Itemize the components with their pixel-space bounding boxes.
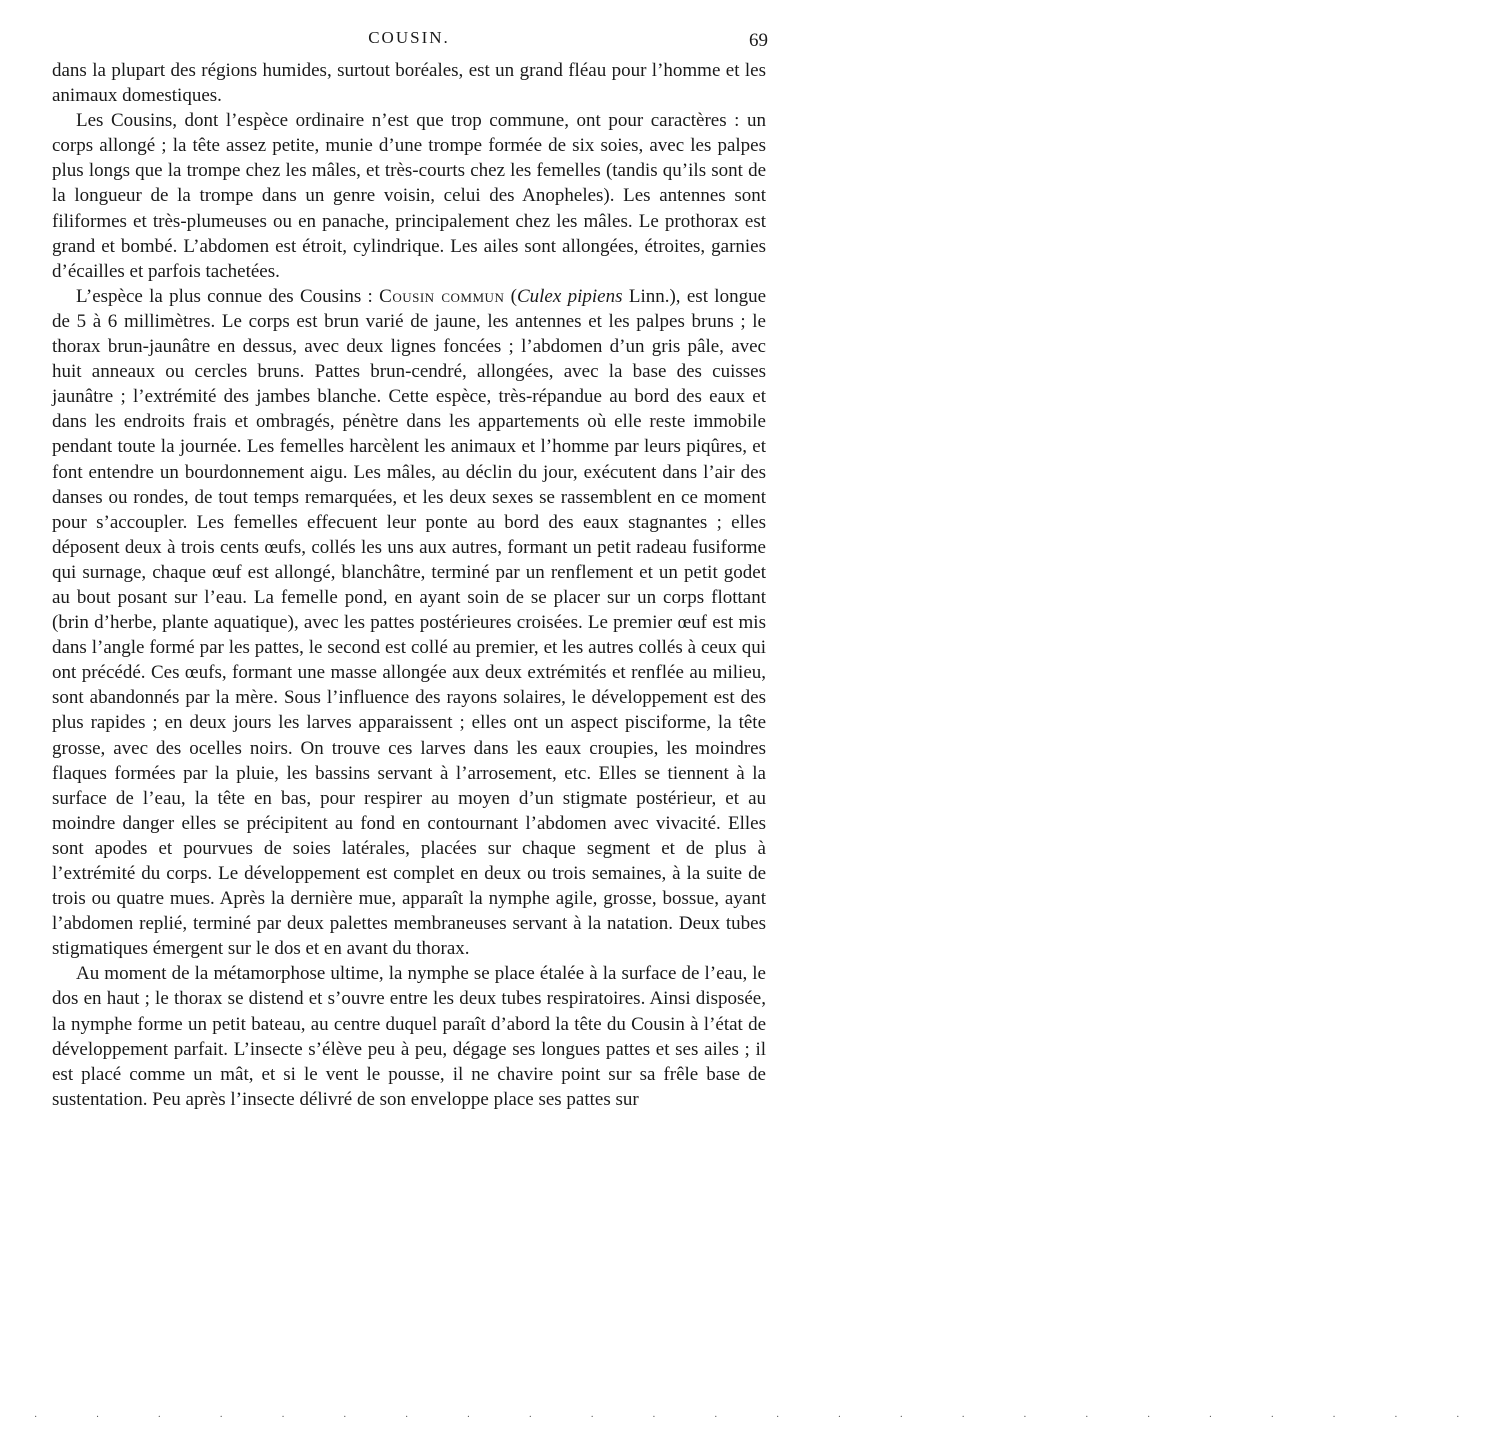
paragraph-continuation: dans la plupart des régions humides, surtout boréales, est un grand fléau pour l’homme et les animaux domestiques. [52,60,766,107]
species-name: Cousin commun [379,285,505,307]
paragraph-cousin-commun: L’espèce la plus connue des Cousins : Cousin commun (Culex pipiens Linn.), est longue de 5 à 6 millimètres. Le corps est brun varié de jaune, les antennes et les palpes bruns ; le thorax brun-jaunâtre en dessus, avec deux lignes foncées ; l’abdomen d’un gris pâle, avec huit anneaux ou cercles bruns. Pattes brun-cendré, allongées, avec la base des cuisses jaunâtre ; l’extrémité des jambes blanche. Cette espèce, très-répandue au bord des eaux et dans les endroits frais et ombragés, pénètre dans les appartements où elle reste immobile pendant toute la journée. Les femelles harcèlent les animaux et l’homme par leurs piqûres, et font entendre un bourdonnement aigu. Les mâles, au déclin du jour, exécutent dans l’air des danses ou rondes, de tout temps remarquées, et les deux sexes se rassemblent en ce moment pour s’accoupler. Les femelles effecuent leur ponte au bord des eaux stagnantes ; elles déposent deux à trois cents œufs, collés les uns aux autres, formant un petit radeau fusiforme qui surnage, chaque œuf est allongé, blanchâtre, terminé par un renflement et un petit godet au bout posant sur l’eau. La femelle pond, en ayant soin de se placer sur un corps flottant (brin d’herbe, plante aquatique), avec les pattes postérieures croisées. Le premier œuf est mis dans l’angle formé par les pattes, le second est collé au premier, et les autres collés à ceux qui ont précédé. Ces œufs, formant une masse allongée aux deux extrémités et renflée au milieu, sont abandonnés par la mère. Sous l’influence des rayons solaires, le développement est des plus rapides ; en deux jours les larves apparaissent ; elles ont un aspect pisciforme, la tête grosse, avec des ocelles noirs. On trouve ces larves dans les eaux croupies, les moindres flaques formées par la pluie, les bassins servant à l’arrosement, etc. Elles se tiennent à la surface de l’eau, la tête en bas, pour respirer au moyen d’un stigmate postérieur, et au moindre danger elles se précipitent au fond en contournant l’abdomen avec vivacité. Elles sont apodes et pourvues de soies latérales, placées sur chaque segment et de plus à l’extrémité du corps. Le développement est complet en deux ou trois semaines, à la suite de trois ou quatre mues. Après la dernière mue, apparaît la nymphe agile, grosse, bossue, ayant l’abdomen replié, terminé par deux palettes membraneuses servant à la natation. Deux tubes stigmatiques émergent sur le dos et en avant du thorax. [52,285,767,960]
body-text [52,58,766,1112]
running-title: COUSIN. [368,28,450,47]
page-header [52,28,766,58]
paragraph-metamorphosis: Au moment de la métamorphose ultime, la nymphe se place étalée à la surface de l’eau, le dos en haut ; le thorax se distend et s’ouvre entre les deux tubes respiratoires. Ainsi disposée, la nymphe forme un petit bateau, au centre duquel paraît d’abord la tête du Cousin à l’état de développement parfait. L’insecte s’élève peu à peu, dégage ses longues pattes et ses ailes ; il est placé comme un mât, et si le vent le pousse, il ne chavire point sur sa frêle base de sustentation. Peu après l’insecte délivré de son enveloppe place ses pattes sur [52,963,766,1110]
page-number: 69 [749,30,768,51]
paragraph-body: Linn.), est longue de 5 à 6 millimètres. Le corps est brun varié de jaune, les antennes et les palpes bruns ; le thorax brun-jaunâtre en dessus, avec deux lignes foncées ; l’abdomen d’un gris pâle, avec huit anneaux ou cercles bruns. Pattes brun-cendré, allongées, avec la base des cuisses jaunâtre ; l’extrémité des jambes blanche. Cette espèce, très-répandue au bord des eaux et dans les endroits frais et ombragés, pénètre dans les appartements où elle reste immobile pendant toute la journée. Les femelles harcèlent les animaux et l’homme par leurs piqûres, et font entendre un bourdonnement aigu. Les mâles, au déclin du jour, exécutent dans l’air des danses ou rondes, de tout temps remarquées, et les deux sexes se rassemblent en ce moment pour s’accoupler. Les femelles effecuent leur ponte au bord des eaux stagnantes ; elles déposent deux à trois cents œufs, collés les uns aux autres, formant un petit radeau fusiforme qui surnage, chaque œuf est allongé, blanchâtre, terminé par un renflement et un petit godet au bout posant sur l’eau. La femelle pond, en ayant soin de se placer sur un corps flottant (brin d’herbe, plante aquatique), avec les pattes postérieures croisées. Le premier œuf est mis dans l’angle formé par les pattes, le second est collé au premier, et les autres collés à ceux qui ont précédé. Ces œufs, formant une masse allongée aux deux extrémités et renflée au milieu, sont abandonnés par la mère. Sous l’influence des rayons solaires, le développement est des plus rapides ; en deux jours les larves apparaissent ; elles ont un aspect pisciforme, la tête grosse, avec des ocelles noirs. On trouve ces larves dans les eaux croupies, les moindres flaques formées par la pluie, les bassins servant à l’arrosement, etc. Elles se tiennent à la surface de l’eau, la tête en bas, pour respirer au moyen d’un stigmate postérieur, et au moindre danger elles se précipitent au fond en contournant l’abdomen avec vivacité. Elles sont apodes et pourvues de soies latérales, placées sur chaque segment et de plus à l’extrémité du corps. Le développement est complet en deux ou trois semaines, à la suite de trois ou quatre mues. Après la dernière mue, apparaît la nymphe agile, grosse, bossue, ayant l’abdomen replié, terminé par deux palettes membraneuses servant à la natation. Deux tubes stigmatiques émergent sur le dos et en avant du thorax. [52,285,767,960]
bottom-print-marks: · · · · · · · · · · · · · · · · · · · · · · · · [34,1412,1487,1423]
species-latin-name: Culex pipiens [516,285,623,307]
book-page [52,28,766,1112]
paragraph-lead: L’espèce la plus connue des Cousins : [76,285,380,307]
paragraph-cousins-characteristics: Les Cousins, dont l’espèce ordinaire n’est que trop commune, ont pour caractères : un corps allongé ; la tête assez petite, munie d’une trompe formée de six soies, avec les palpes plus longs que la trompe chez les mâles, et très-courts chez les femelles (tandis qu’ils sont de la longueur de la trompe dans un genre voisin, celui des Anopheles). Les antennes sont filiformes et très-plumeuses ou en panache, principalement chez les mâles. Le prothorax est grand et bombé. L’abdomen est étroit, cylindrique. Les ailes sont allongées, étroites, garnies d’écailles et parfois tachetées. [52,110,766,282]
